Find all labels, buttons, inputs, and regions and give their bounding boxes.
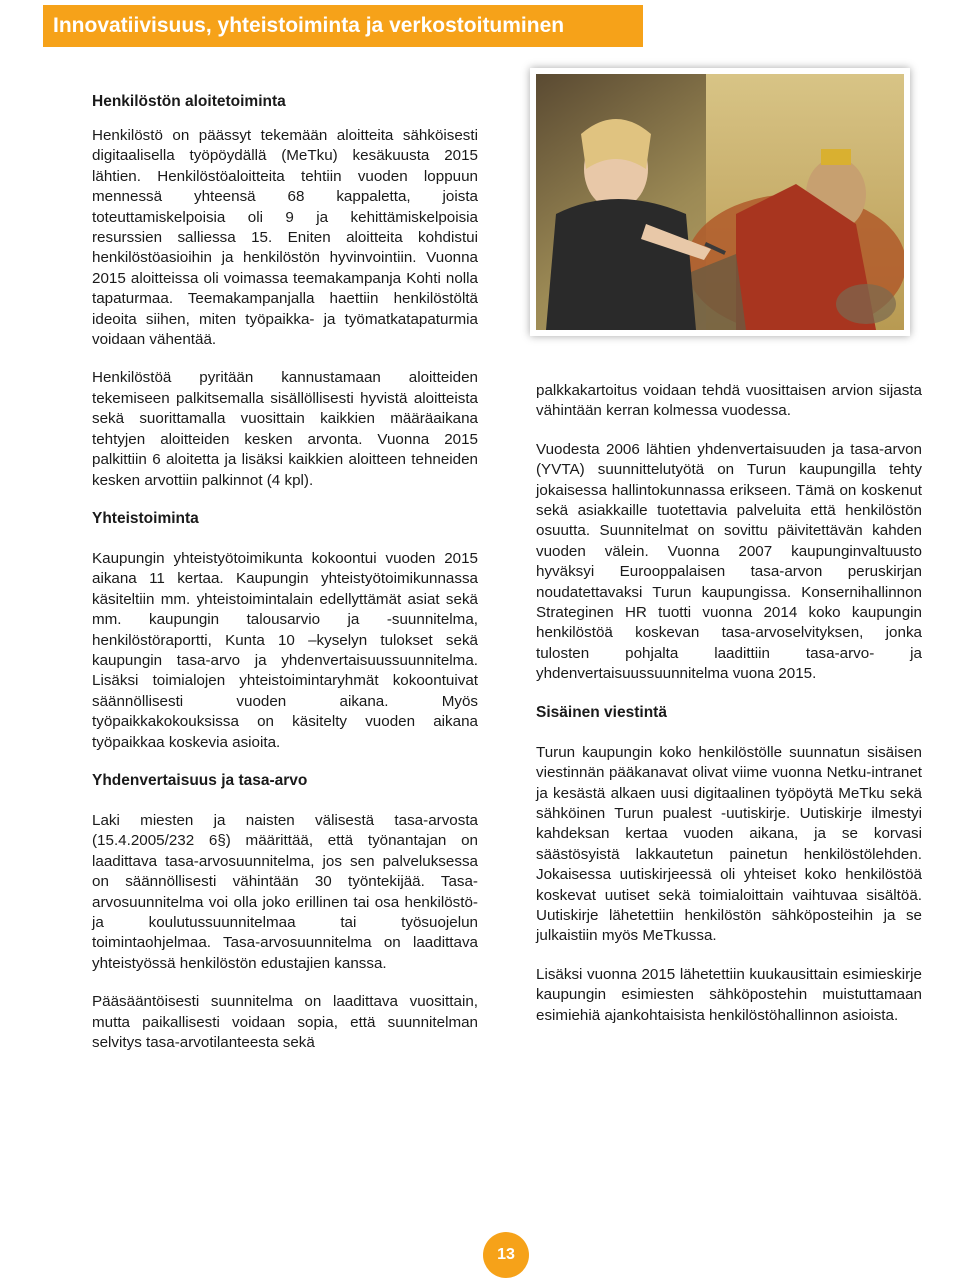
page-number-badge	[483, 1232, 529, 1278]
section-heading: Yhdenvertaisuus ja tasa-arvo	[92, 771, 308, 789]
section-heading: Yhteistoiminta	[92, 509, 199, 527]
restoration-photo	[536, 74, 904, 330]
section-heading: Sisäinen viestintä	[536, 703, 667, 721]
section-heading: Henkilöstön aloitetoiminta	[92, 93, 286, 110]
paragraph: Turun kaupungin koko henkilöstölle suunnatun sisäisen viestinnän pääkanavat olivat viime vuonna Netku-intranet ja kesästä alkaen uusi digitaalinen työpöytä MeTku sekä sähköinen Turun pualest -uutiskirje. Uutiskirje ilmestyi kahdeksan kertaa vuoden aikana, ja se korvasi säästösyistä lakkautetun painetun henkilöstölehden. Jokaisessa uutiskirjeessä oli yhteiset koko henkilöstöä koskevat uutiset sekä toimialoittain vaihtuvaa sisältöä. Uutiskirje lähetettiin henkilöstön sähköposteihin ja se julkaistiin myös MeTkussa.	[536, 743, 922, 945]
right-column	[536, 381, 922, 1044]
paragraph: Laki miesten ja naisten välisestä tasa-arvosta (15.4.2005/232 6§) määrittää, että työnantajan on laadittava tasa-arvosuunnitelma, jos sen palveluksessa on säännöllisesti vähintään 30 työntekijää. Tasa-arvosuunnitelma voi olla joko erillinen tai osa henkilöstö- ja koulutussuunnitelmaa tai työsuojelun toimintaohjelmaa. Tasa-arvosuunnitelma on laadittava yhteistyössä henkilöstön edustajien kanssa.	[92, 811, 478, 972]
photo-frame	[530, 68, 910, 336]
header-banner	[43, 5, 643, 47]
paragraph: Vuodesta 2006 lähtien yhdenvertaisuuden ja tasa-arvon (YVTA) suunnittelutyötä on Turun kaupungilla tehty jokaisessa hallintokunnassa erikseen. Tämä on koskenut sekä asiakkaille tuotettavia palveluita että henkilöstön osuutta. Suunnitelmat on sovittu päivitettävän kahden vuoden välein. Vuonna 2007 kaupunginvaltuusto hyväksyi Eurooppalaisen tasa-arvon peruskirjan noudatettavaksi Turun kaupungissa. Konsernihallinnon Strateginen HR tuotti vuonna 2014 koko kaupungin henkilöstöä koskevan tasa-arvoselvityksen, jonka tulosten pohjalta laadittiin tasa-arvo- ja yhdenvertaisuussuunnitelma vuona 2015.	[536, 440, 922, 683]
paragraph: Henkilöstöä pyritään kannustamaan aloitteiden tekemiseen palkitsemalla sisällöllisesti hyvistä aloitteista sekä suorittamalla vuosittain kaikkien määräaikana tehtyjen aloitteiden kesken arvonta. Vuonna 2015 palkittiin 6 aloitetta ja lisäksi kaikkien aloitteen tehneiden kesken arvottiin palkinnot (4 kpl).	[92, 369, 478, 489]
photo-image	[536, 74, 904, 330]
page-number: 13	[497, 1246, 515, 1263]
left-column	[92, 92, 478, 1071]
paragraph: palkkakartoitus voidaan tehdä vuosittaisen arvion sijasta vähintään kerran kolmessa vuodessa.	[536, 382, 922, 420]
paragraph: Lisäksi vuonna 2015 lähetettiin kuukausittain esimieskirje kaupungin esimiesten sähköpostehin muistuttamaan esimiehiä ajankohtaisista henkilöstöhallinnon asioista.	[536, 965, 922, 1024]
paragraph: Henkilöstö on päässyt tekemään aloitteita sähköisesti digitaalisella työpöydällä (MeTku) kesäkuusta 2015 lähtien. Henkilöstöaloitteita tehtiin vuoden loppuun mennessä yhteensä 68 kappaletta, joista toteuttamiskelpoisia oli 9 ja kehittämiskelpoisia resurssien salliessa 15. Eniten aloitteita kohdistui henkilöstöasioihin ja henkilöstön hyvinvointiin. Vuonna 2015 aloitteissa oli voimassa teemakampanja Kohti nolla tapaturmaa. Teemakampanjalla haettiin henkilöstöltä ideoita siihen, miten työpaikka- ja työmatkatapaturmia voidaan vähentää.	[92, 127, 478, 349]
page-title: Innovatiivisuus, yhteistoiminta ja verkostoituminen	[53, 14, 565, 37]
paragraph: Kaupungin yhteistyötoimikunta kokoontui vuoden 2015 aikana 11 kertaa. Kaupungin yhteistyötoimikunnassa käsiteltiin mm. yhteistoimintalain edellyttämät asiat sekä mm. kaupungin talousarvio ja -suunnitelma, henkilöstöraportti, Kunta 10 –kyselyn tulokset sekä kaupungin tasa-arvo ja yhdenvertaisuussuunnitelma. Lisäksi toimialojen yhteistoimintaryhmät kokoontuivat säännöllisesti vuoden aikana. Myös työpaikkakokouksissa on käsitelty vuoden aikana työpaikkaa koskevia asioita.	[92, 549, 478, 751]
paragraph: Pääsääntöisesti suunnitelma on laadittava vuosittain, mutta paikallisesti voidaan sopia, että suunnitelman selvitys tasa-arvotilanteesta sekä	[92, 993, 478, 1052]
